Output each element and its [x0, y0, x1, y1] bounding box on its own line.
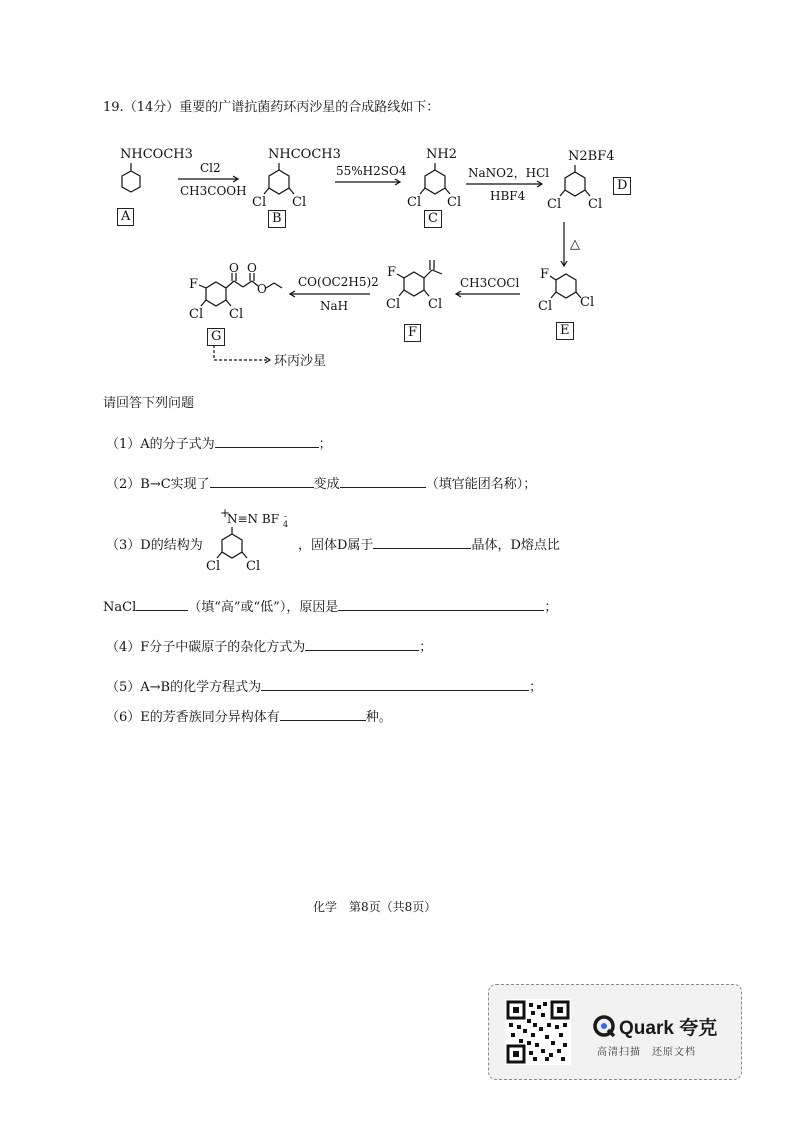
quark-logo-icon [593, 1015, 615, 1037]
q3-struct-cl-left: Cl [206, 559, 221, 574]
compound-b-cl-right: Cl [292, 195, 307, 210]
compound-f-f: F [387, 265, 397, 280]
compound-c-cl-left: Cl [407, 195, 422, 210]
question-3-cont [298, 534, 560, 553]
label-d: D [613, 177, 631, 195]
q3-blank-2[interactable] [136, 596, 188, 611]
q6-end: 种。 [365, 710, 392, 725]
q5-end: ； [529, 680, 543, 695]
q5-blank[interactable] [261, 676, 529, 691]
compound-c-cl-right: Cl [447, 195, 462, 210]
compound-g-o3: O [257, 282, 267, 296]
arrow-d-e [561, 222, 580, 266]
reagent-d-e: △ [570, 237, 580, 252]
compound-f-cl-right: Cl [428, 297, 443, 312]
label-e: E [556, 322, 574, 340]
answer-prompt: 请回答下列问题 [103, 396, 195, 411]
reagent-c-d-top: NaNO2，HCl [468, 166, 550, 180]
compound-d-group: N2BF4 [568, 149, 615, 164]
question-3-line2 [103, 596, 557, 615]
svg-text:4: 4 [283, 520, 289, 529]
compound-g-cl-left: Cl [189, 307, 204, 322]
q3-mid: ，固体D属于 [298, 538, 374, 553]
q1-end: ； [318, 437, 332, 452]
compound-g-cl-right: Cl [229, 307, 244, 322]
question-number: 19. [103, 100, 124, 115]
arrow-g-product [214, 345, 326, 369]
compound-f-cl-left: Cl [386, 297, 401, 312]
q6-blank[interactable] [280, 706, 366, 721]
q2-end: （填官能团名称）； [425, 477, 537, 492]
q3-struct-cl-right: Cl [246, 559, 261, 574]
svg-text:-: - [284, 512, 288, 522]
question-4 [106, 636, 432, 655]
question-3 [106, 534, 203, 553]
reagent-a-b-top: Cl2 [200, 161, 221, 175]
question-intro: 重要的广谱抗菌药环丙沙星的合成路线如下： [179, 100, 440, 115]
arrow-a-b [178, 161, 247, 198]
label-b: B [268, 210, 286, 228]
q2-text: （2）B→C实现了 [106, 477, 210, 492]
synthesis-scheme [0, 130, 800, 380]
label-g: G [207, 328, 225, 346]
arrow-e-f [456, 276, 520, 297]
q1-blank[interactable] [215, 433, 319, 448]
label-f: F [404, 324, 421, 342]
compound-c-structure [407, 147, 461, 210]
question-1 [106, 433, 332, 452]
compound-b-structure [252, 147, 341, 210]
quark-watermark [488, 984, 742, 1080]
qr-code-icon [505, 999, 571, 1065]
compound-a-group: NHCOCH3 [120, 147, 193, 162]
q4-blank[interactable] [305, 636, 419, 651]
question-points: （14分） [123, 100, 180, 115]
question-6 [106, 706, 392, 725]
page-footer: 化学 第8页（共8页） [313, 900, 437, 914]
compound-d-structure [547, 149, 615, 212]
q2-mid: 变成 [313, 477, 340, 492]
quark-tagline: 高清扫描 还原文档 [597, 1047, 696, 1058]
question-header [103, 96, 439, 115]
q1-text: （1）A的分子式为 [106, 437, 215, 452]
q4-text: （4）F分子中碳原子的杂化方式为 [106, 640, 306, 655]
label-a: A [117, 208, 134, 226]
q2-blank-2[interactable] [340, 473, 426, 488]
arrow-c-d [466, 166, 549, 203]
reagent-f-g-top: CO(OC2H5)2 [298, 275, 379, 289]
compound-e-cl-left: Cl [538, 299, 553, 314]
reagent-a-b-bottom: CH3COOH [180, 184, 247, 198]
svg-text:+: + [220, 506, 231, 520]
compound-g-o1: O [229, 261, 239, 275]
question-2 [106, 473, 536, 492]
q5-text: （5）A→B的化学方程式为 [106, 680, 262, 695]
reagent-b-c-top: 55%H2SO4 [336, 164, 407, 178]
compound-f-structure [386, 260, 442, 312]
compound-g-f: F [189, 277, 199, 292]
compound-e-cl-right: Cl [580, 295, 595, 310]
compound-c-group: NH2 [426, 147, 457, 162]
q3-nacl: NaCl [103, 600, 137, 615]
label-c: C [424, 210, 442, 228]
question-5 [106, 676, 542, 695]
q3-struct-top: N≡N BF [227, 512, 280, 526]
reagent-c-d-bottom: HBF4 [490, 189, 526, 203]
q4-end: ； [419, 640, 433, 655]
product-name: 环丙沙星 [274, 354, 327, 369]
reagent-e-f: CH3COCl [460, 276, 520, 290]
compound-b-cl-left: Cl [252, 195, 267, 210]
compound-g-structure [189, 261, 282, 322]
quark-brand: Quark 夸克 [619, 1018, 718, 1039]
compound-e-structure [538, 267, 594, 314]
q3-end: 晶体，D熔点比 [471, 538, 560, 553]
q6-text: （6）E的芳香族同分异构体有 [106, 710, 280, 725]
q3-text: （3）D的结构为 [106, 538, 203, 553]
q2-blank-1[interactable] [210, 473, 314, 488]
reagent-f-g-bottom: NaH [320, 299, 349, 313]
compound-g-o2: O [247, 261, 257, 275]
compound-e-f: F [540, 267, 550, 282]
arrow-f-g [290, 275, 379, 313]
q3-blank-3[interactable] [338, 596, 544, 611]
q3-d-structure [200, 506, 290, 576]
compound-d-cl-right: Cl [588, 197, 603, 212]
q3-line2-end: ； [544, 600, 558, 615]
arrow-b-c [335, 164, 407, 185]
q3-blank-1[interactable] [373, 534, 471, 549]
q3-line2-mid: （填“高”或“低”），原因是 [188, 600, 339, 615]
compound-d-cl-left: Cl [547, 197, 562, 212]
compound-b-group: NHCOCH3 [268, 147, 341, 162]
